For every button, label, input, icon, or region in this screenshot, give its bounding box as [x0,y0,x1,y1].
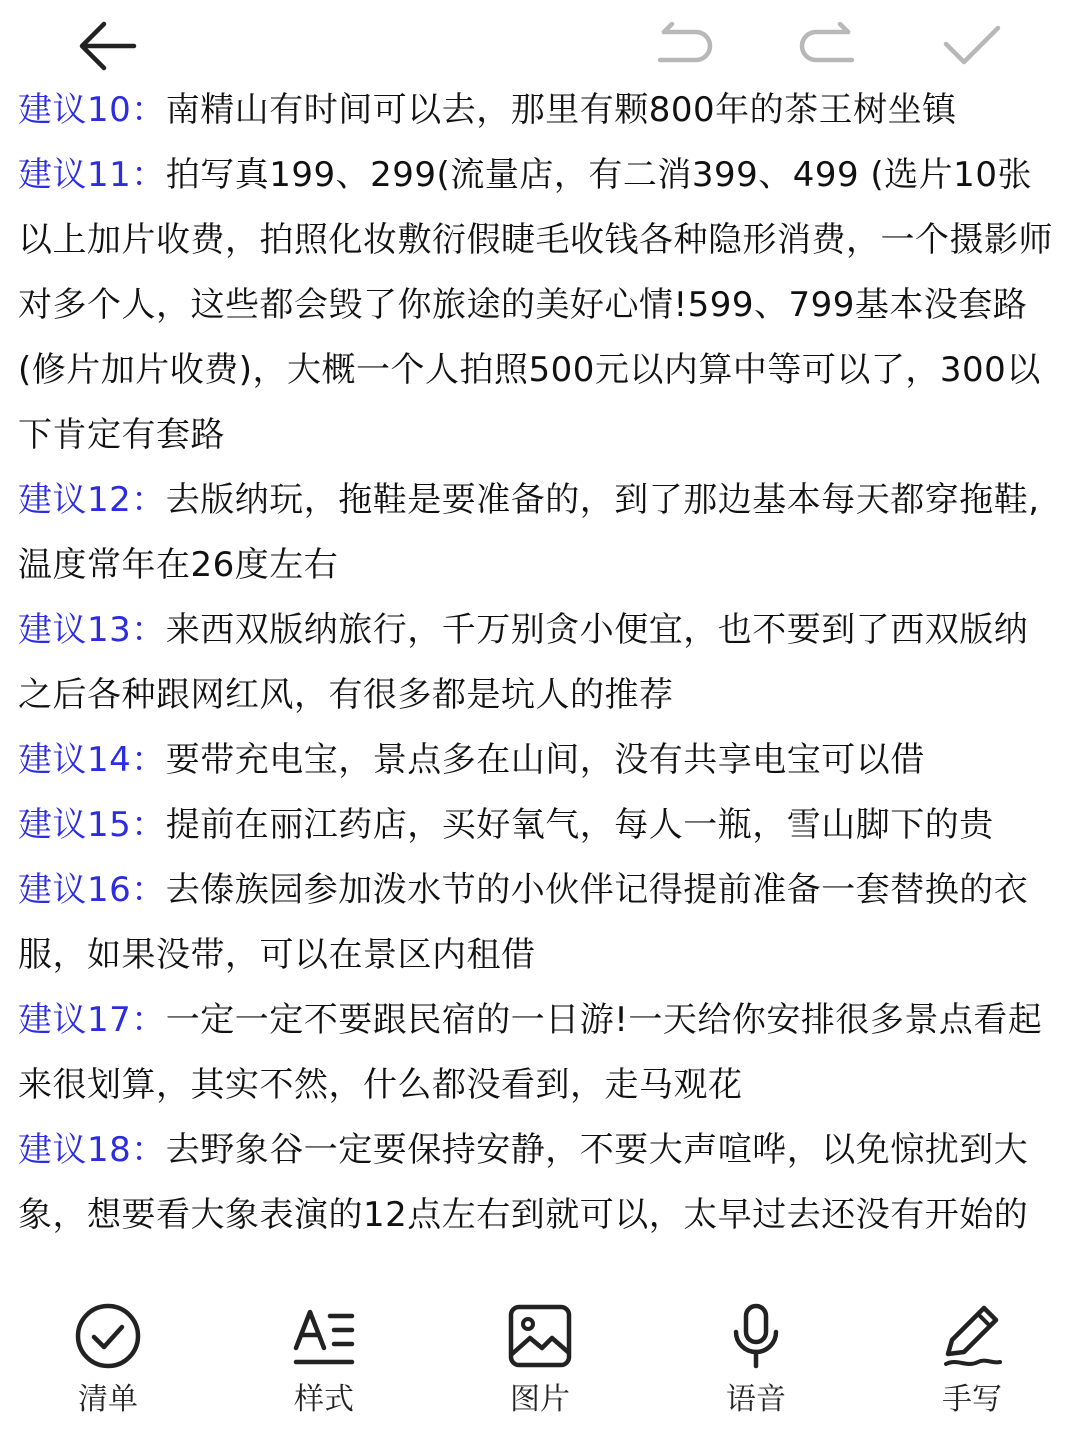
suggestion-text: 要带充电宝，景点多在山间，没有共享电宝可以借 [165,740,925,780]
suggestion-label: 建议12： [18,480,166,520]
checklist-icon [72,1300,144,1372]
handwriting-label: 手写 [942,1382,1002,1417]
bottom-toolbar [0,1296,1080,1440]
suggestion-text: 来西双版纳旅行，千万别贪小便宜，也不要到了西双版纳之后各种跟网红风，有很多都是坑人的推荐 [18,610,1029,715]
suggestion-label: 建议14： [18,740,166,780]
voice-button[interactable] [648,1296,864,1440]
suggestion-label: 建议17： [18,1000,166,1040]
checklist-button[interactable] [0,1296,216,1440]
suggestion-label: 建议13： [18,610,166,650]
handwriting-button[interactable] [864,1296,1080,1440]
suggestion-text: 一定一定不要跟民宿的一日游!一天给你安排很多景点看起来很划算，其实不然，什么都没看到，走马观花 [18,1000,1043,1105]
note-paragraph [18,598,1062,728]
checklist-label: 清单 [78,1382,138,1417]
text-style-icon [288,1300,360,1372]
voice-label: 语音 [726,1382,786,1417]
note-paragraph [18,468,1062,598]
note-paragraph [18,143,1062,468]
note-paragraph [18,1118,1062,1248]
microphone-icon [720,1300,792,1372]
undo-icon[interactable] [652,14,716,78]
note-paragraph [18,728,1062,793]
text-style-label: 样式 [294,1382,354,1417]
note-paragraph [18,988,1062,1118]
suggestion-label: 建议16： [18,870,166,910]
top-toolbar [0,0,1080,90]
image-icon [504,1300,576,1372]
arrow-left-icon[interactable] [76,14,140,78]
suggestion-label: 建议10： [18,90,166,130]
note-paragraph [18,793,1062,858]
suggestion-label: 建议18： [18,1130,166,1170]
checkmark-icon[interactable] [940,14,1004,78]
text-style-button[interactable] [216,1296,432,1440]
suggestion-text: 南精山有时间可以去，那里有颗800年的茶王树坐镇 [165,90,957,130]
suggestion-text: 去版纳玩，拖鞋是要准备的，到了那边基本每天都穿拖鞋,温度常年在26度左右 [18,480,1040,585]
image-button[interactable] [432,1296,648,1440]
redo-icon[interactable] [796,14,860,78]
suggestion-text: 提前在丽江药店，买好氧气，每人一瓶，雪山脚下的贵 [165,805,994,845]
note-body[interactable] [18,78,1062,1296]
suggestion-label: 建议15： [18,805,166,845]
pen-icon [936,1300,1008,1372]
suggestion-text: 拍写真199、299(流量店，有二消399、499 (选片10张以上加片收费，拍照化妆敷衍假睫毛收钱各种隐形消费，一个摄影师对多个人，这些都会毁了你旅途的美好心情!599、799基本没套路 (修片加片收费)，大概一个人拍照500元以内算中等可以了，300以下肯定有套路 [18,155,1053,455]
suggestion-text: 去野象谷一定要保持安静，不要大声喧哗，以免惊扰到大象，想要看大象表演的12点左右到就可以，太早过去还没有开始的 [18,1130,1029,1235]
suggestion-label: 建议11： [18,155,166,195]
image-label: 图片 [510,1382,570,1417]
note-paragraph [18,858,1062,988]
suggestion-text: 去傣族园参加泼水节的小伙伴记得提前准备一套替换的衣服，如果没带，可以在景区内租借 [18,870,1029,975]
note-paragraph [18,78,1062,143]
